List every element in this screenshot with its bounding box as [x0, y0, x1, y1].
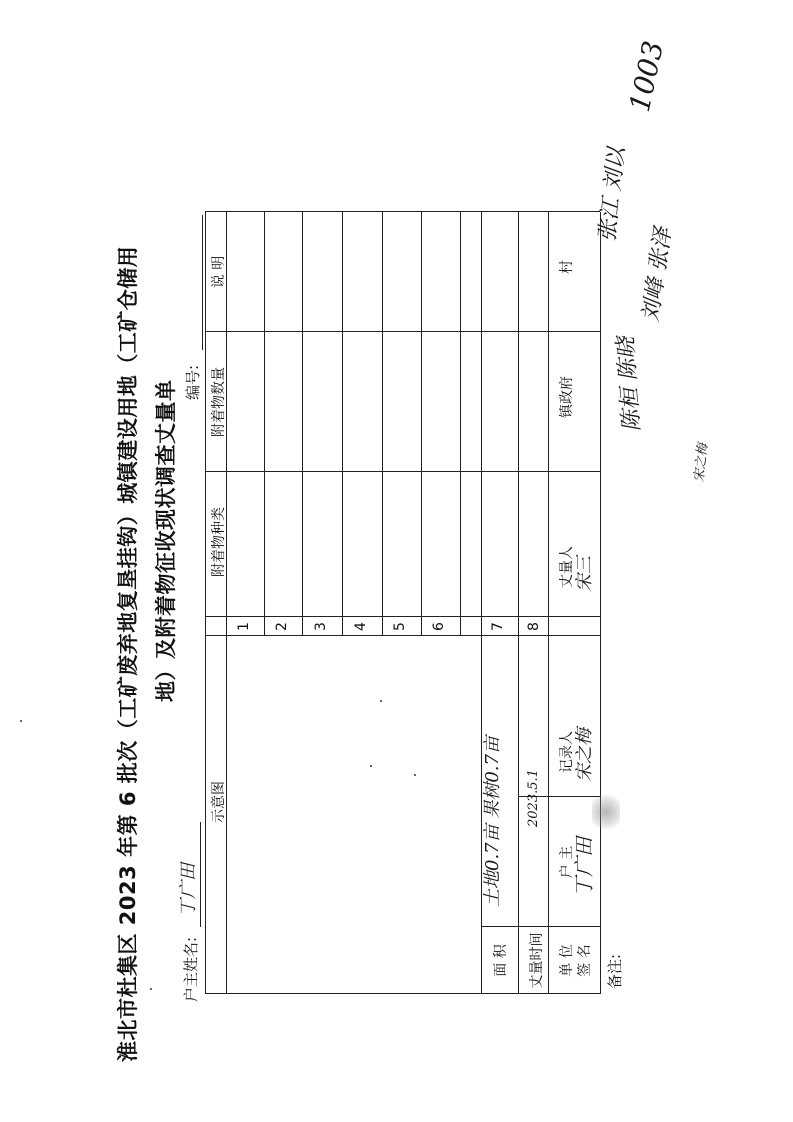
- time-label: 丈量时间: [529, 932, 545, 989]
- owner-value: 丁广田: [178, 863, 199, 917]
- owner-label: 户主姓名:: [182, 936, 200, 1002]
- sign-recorder: 宋之梅: [574, 728, 595, 782]
- row-number: 3: [313, 622, 329, 631]
- margin-signature: 宋之梅: [691, 442, 711, 483]
- sign-measurer: 宋三: [574, 556, 595, 592]
- row-number: 6: [431, 622, 447, 631]
- unit-recorder: 记录人: [559, 731, 575, 773]
- number-label: 编号:: [184, 364, 202, 400]
- row-number: 5: [392, 622, 408, 631]
- unit-village: 村: [559, 260, 575, 274]
- row-number: 4: [353, 622, 369, 631]
- margin-signature: 张江 刘以: [595, 146, 630, 244]
- area-value: 土地0.7亩 果树0.7亩: [482, 736, 503, 907]
- form-title-line1: 淮北市杜集区 2023 年第 6 批次（工矿废弃地复垦挂钩）城镇建设用地（工矿仓储用: [116, 245, 140, 1062]
- col-note: 说 明: [211, 255, 227, 289]
- margin-number: 1003: [622, 38, 671, 115]
- ink-smudge: [592, 792, 620, 832]
- sign-owner: 丁广田: [572, 837, 596, 897]
- row-number: 2: [274, 622, 290, 631]
- col-type: 附着物种类: [211, 507, 227, 577]
- col-qty: 附着物数量: [211, 367, 227, 437]
- row-number: 7: [490, 622, 506, 631]
- form-title-line2: 地）及附着物征收现状调查丈量单: [154, 379, 178, 702]
- remark-label: 备注:: [606, 953, 624, 989]
- area-label: 面 积: [493, 944, 509, 977]
- margin-signature: 陈桓 陈晓: [613, 336, 646, 433]
- unit-owner: 户 主: [559, 845, 575, 879]
- unit-label: 单 位: [559, 944, 575, 977]
- row-number: 8: [526, 622, 542, 631]
- unit-measurer: 丈量人: [559, 546, 575, 588]
- time-value: 2023.5.1: [526, 769, 541, 827]
- col-sketch: 示意图: [211, 781, 227, 823]
- unit-town-gov: 镇政府: [559, 376, 575, 418]
- sign-label: 签 名: [577, 944, 593, 977]
- row-number: 1: [236, 622, 252, 631]
- margin-signature: 刘峰 张泽: [638, 226, 677, 324]
